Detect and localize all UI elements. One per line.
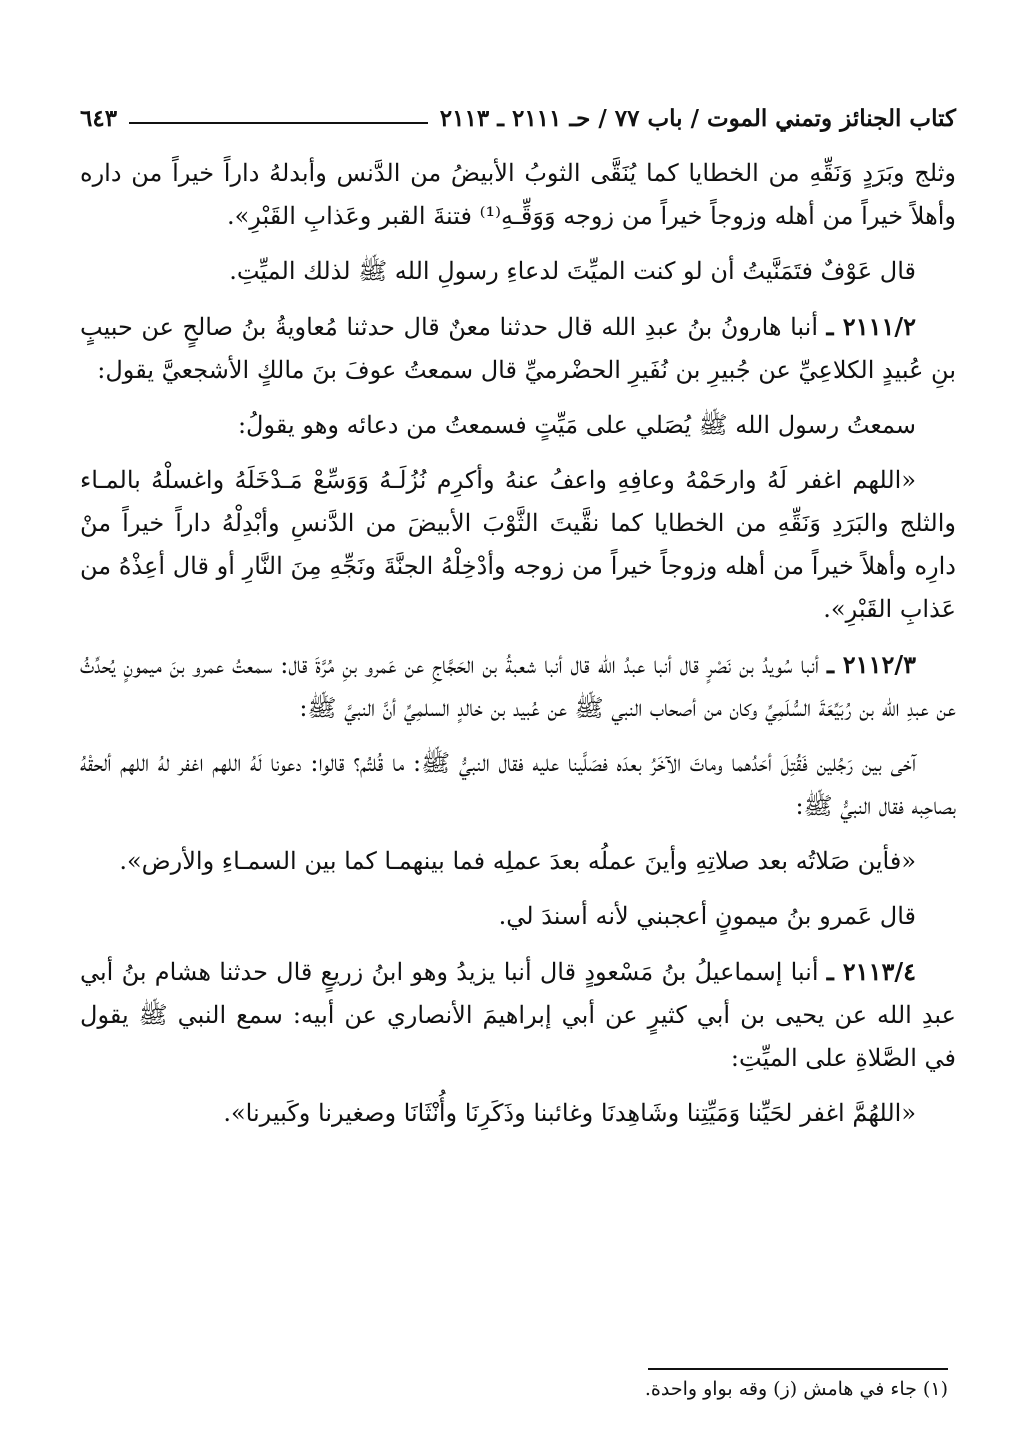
paragraph-text: قال عَمرو بنُ ميمونٍ أعجبني لأنه أسندَ لي. — [498, 902, 916, 930]
paragraph — [80, 895, 956, 938]
footnote-rule — [648, 1368, 948, 1370]
running-header — [80, 92, 956, 132]
paragraph-text: أنبا سُويدُ بن نَصْرٍ قال أنبا عبدُ الله قال أنبا شعبةُ بن الحَجَّاجِ عن عَمرو بنِ مُرَّةَ قال: سمعتُ عمرو بنَ ميمونٍ يُحدِّثُ عن عبدِ الله بن رُبَيِّعَةَ السُّلَمِيِّ وكان من أصحاب النبي ﷺ عن عُبيد بن خالدٍ السلمِيِّ أنَّ النبيَّ ﷺ: — [80, 651, 956, 722]
paragraph-text: سمعتُ رسول الله ﷺ يُصَلي على مَيِّتٍ فسمعتُ من دعائه وهو يقولُ: — [237, 411, 916, 439]
paragraph-text: قال عَوْفٌ فتَمَنَّيتُ أن لو كنت الميِّتَ لدعاءِ رسولِ الله ﷺ لذلك الميِّتِ. — [229, 257, 916, 285]
hadith-number: ٢١١٢/٣ ـ — [826, 650, 916, 679]
footnote: (١) جاء في هامش (ز) وقه بواو واحدة. — [644, 1378, 948, 1400]
body-text — [80, 152, 956, 1147]
paragraph-text: «اللهُمَّ اغفر لحَيِّنا وَمَيِّتِنا وشَاهِدنَا وغائبنا وذَكَرِنَا وأُنْثَانَا وصغيرنا وكَبيرنا». — [223, 1099, 916, 1127]
hadith-paragraph — [80, 643, 956, 730]
paragraph — [80, 250, 956, 293]
paragraph-text: آخى بين رَجُلين فَقُتِلَ أحَدُهما وماتَ الآخَرُ بعدَه فصَلَّينا عليه فقال النبيُّ ﷺ: ما قُلتُم؟ قالوا: دعونا لَهُ اللهم اغفر لهُ اللهم ألحقْهُ بصاحِبه فقال النبيُّ ﷺ: — [80, 749, 956, 820]
hadith-paragraph — [80, 305, 956, 392]
paragraph-text: أنبا هارونُ بنُ عبدِ الله قال حدثنا معنٌ قال حدثنا مُعاويةُ بنُ صالحٍ عن حبيبٍ بنِ عُبيدٍ الكلاعِيِّ عن جُبيرِ بن نُفَيرِ الحضْرميِّ قال سمعتُ عوفَ بنَ مالكٍ الأشجعيَّ يقول: — [80, 313, 956, 384]
paragraph-text: «اللهم اغفر لَهُ وارحَمْهُ وعافِهِ واعفُ عنهُ وأكرِم نُزُلَـهُ وَوَسِّعْ مَـدْخَلَهُ واغسلْهُ بالمـاء والثلج والبَرَدِ وَنَقِّهِ من الخطايا كما نقَّيتَ الثَّوْبَ الأبيضَ من الدَّنسِ وأبْدِلْهُ داراً خيراً منْ دارِه وأهلاً خيراً من أهله وزوجاً خيراً من زوجه وأدْخِلْهُ الجنَّةَ ونَجِّهِ مِنَ النَّارِ أو قال أعِذْهُ من عَذابِ القَبْرِ». — [80, 466, 956, 623]
hadith-number: ٢١١٣/٤ ـ — [826, 957, 916, 986]
paragraph — [80, 459, 956, 631]
paragraph — [80, 742, 956, 828]
paragraph-text: «فأين صَلاتُه بعد صلاتِهِ وأينَ عملُه بعدَ عملِه فما بينهمـا كما بين السمـاءِ والأرض». — [119, 847, 916, 875]
hadith-number: ٢١١١/٢ ـ — [826, 312, 917, 341]
paragraph — [80, 1092, 956, 1135]
hadith-paragraph — [80, 950, 956, 1080]
paragraph — [80, 404, 956, 447]
paragraph-text: وثلج وبَرَدٍ وَنَقِّهِ من الخطايا كما يُنَقَّى الثوبُ الأبيضُ من الدَّنس وأبدلهُ داراً خيراً من داره وأهلاً خيراً من أهله وزوجاً خيراً من زوجه وَوَقِّـهِ⁽¹⁾ فتنةَ القبر وعَذابِ القَبْرِ». — [80, 159, 956, 230]
header-rule — [129, 122, 428, 124]
paragraph — [80, 840, 956, 883]
paragraph — [80, 152, 956, 238]
paragraph-text: أنبا إسماعيلُ بنُ مَسْعودٍ قال أنبا يزيدُ وهو ابنُ زريعٍ قال حدثنا هشام بنُ أبي عبدِ الله عن يحيى بن أبي كثيرٍ عن أبي إبراهيمَ الأنصاري عن أبيه: سمع النبي ﷺ يقول في الصَّلاةِ على الميِّتِ: — [80, 958, 956, 1072]
header-title: كتاب الجنائز وتمني الموت / باب ٧٧ / حـ ٢١١١ ـ ٢١١٣ — [439, 105, 956, 132]
page-number: ٦٤٣ — [80, 105, 118, 132]
